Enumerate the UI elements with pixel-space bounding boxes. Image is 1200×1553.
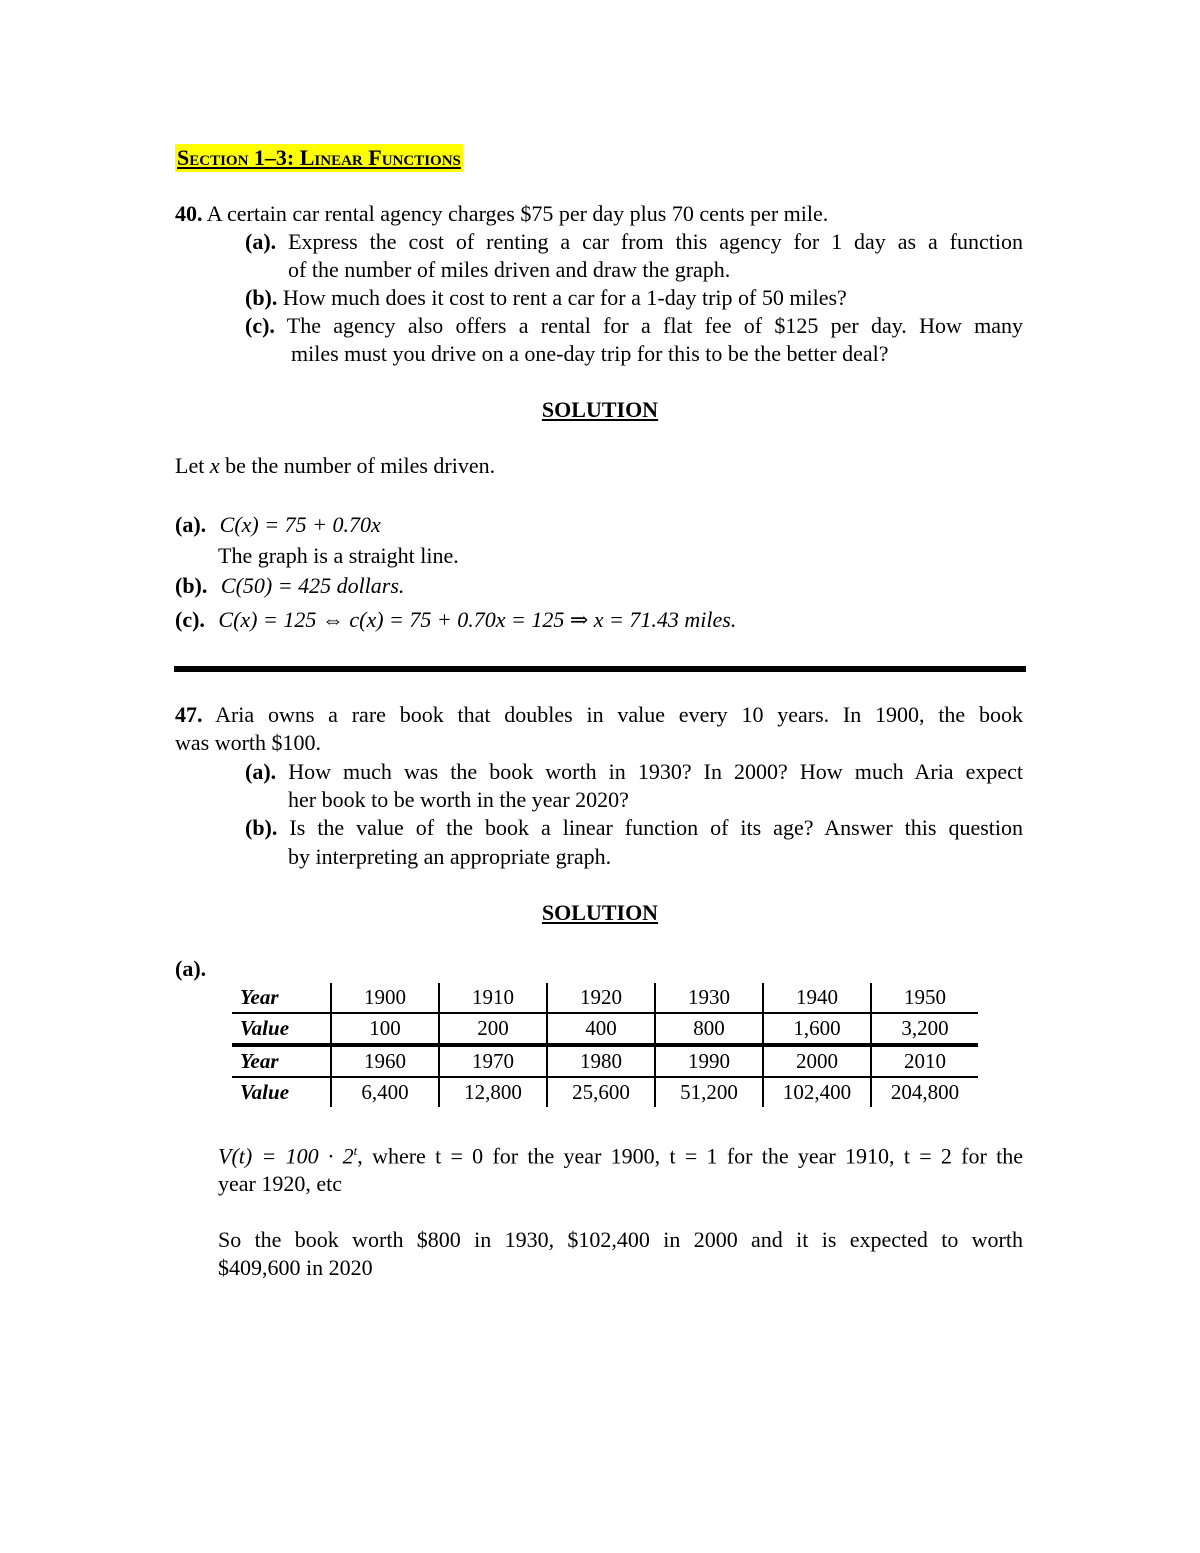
- part-text: Express the cost of renting a car from this agency for 1 day as a function: [288, 229, 1023, 254]
- part-label: (b).: [245, 285, 278, 310]
- problem-47-stem-cont: was worth $100.: [175, 730, 322, 755]
- equation: C(50) = 425 dollars.: [220, 573, 405, 598]
- conclusion: So the book worth $800 in 1930, $102,400 in 2000 and it is expected to worth: [218, 1227, 1023, 1252]
- solution-heading: SOLUTION: [541, 397, 659, 422]
- table-cell: 25,600: [547, 1077, 655, 1107]
- solution-b: [175, 572, 404, 600]
- part-text: How much does it cost to rent a car for a 1-day trip of 50 miles?: [282, 285, 847, 310]
- part-b: [245, 284, 847, 312]
- table-cell: 1,600: [763, 1013, 871, 1045]
- let-text: Let: [175, 453, 205, 478]
- part-text: Is the value of the book a linear function of its age? Answer this question: [289, 815, 1024, 840]
- table-cell: 2000: [763, 1045, 871, 1077]
- table-cell: 3,200: [871, 1013, 978, 1045]
- table-cell: 1970: [439, 1045, 547, 1077]
- part-c-cont: miles must you drive on a one-day trip for this to be the better deal?: [291, 341, 889, 366]
- formula-description: , where t = 0 for the year 1900, t = 1 for the year 1910, t = 2 for the: [357, 1143, 1023, 1169]
- part-label: (a).: [245, 229, 277, 254]
- table-cell: 12,800: [439, 1077, 547, 1107]
- solution-heading: SOLUTION: [541, 900, 659, 925]
- problem-stem: Aria owns a rare book that doubles in value every 10 years. In 1900, the book: [215, 702, 1023, 727]
- let-statement: [175, 452, 495, 480]
- table-cell: 2010: [871, 1045, 978, 1077]
- table-cell: 400: [547, 1013, 655, 1045]
- formula-exponent: t: [353, 1143, 358, 1158]
- variable: x: [209, 453, 220, 478]
- table-cell: 1960: [331, 1045, 439, 1077]
- let-text-rest: be the number of miles driven.: [225, 453, 496, 478]
- formula-line: [218, 1137, 1023, 1170]
- table-row: [232, 1077, 978, 1107]
- part-a-cont: her book to be worth in the year 2020?: [288, 787, 629, 812]
- part-b-cont: by interpreting an appropriate graph.: [288, 844, 612, 869]
- part-c: [245, 312, 1023, 340]
- part-label: (c).: [245, 313, 275, 338]
- table-row: [232, 1045, 978, 1077]
- table-cell: 1900: [331, 983, 439, 1013]
- part-b: [245, 814, 1023, 842]
- equation: C(x) = 125 ⇔ c(x) = 75 + 0.70x = 125 ⇒ x = 71.43 miles.: [218, 607, 737, 632]
- year-header: Year: [232, 983, 331, 1013]
- formula-line-cont: year 1920, etc: [218, 1171, 342, 1196]
- solution-c: [175, 606, 736, 634]
- part-label: (b).: [245, 815, 278, 840]
- table-cell: 1910: [439, 983, 547, 1013]
- problem-stem: A certain car rental agency charges $75 per day plus 70 cents per mile.: [206, 201, 829, 226]
- solution-a-note: The graph is a straight line.: [218, 543, 459, 568]
- table-row: [232, 1013, 978, 1045]
- problem-47-stem: [175, 701, 1023, 729]
- conclusion-cont: $409,600 in 2020: [218, 1255, 373, 1280]
- table-cell: 1980: [547, 1045, 655, 1077]
- solution-a-label: (a).: [175, 956, 207, 981]
- part-a: [245, 228, 1023, 256]
- part-label: (b).: [175, 573, 208, 598]
- solution-a: [175, 511, 381, 539]
- section-title: Section 1–3: Linear Functions: [177, 145, 461, 170]
- table-cell: 200: [439, 1013, 547, 1045]
- problem-number: 40.: [175, 201, 203, 226]
- problem-number: 47.: [175, 702, 203, 727]
- part-label: (a).: [245, 759, 277, 784]
- part-a-cont: of the number of miles driven and draw the graph.: [288, 257, 731, 282]
- part-text: The agency also offers a rental for a flat fee of $125 per day. How many: [286, 313, 1023, 338]
- value-table: [232, 983, 978, 1107]
- section-divider: [174, 666, 1026, 672]
- table-cell: 100: [331, 1013, 439, 1045]
- year-header: Year: [232, 1045, 331, 1077]
- table-cell: 102,400: [763, 1077, 871, 1107]
- table-cell: 1920: [547, 983, 655, 1013]
- problem-40-stem: [175, 200, 828, 228]
- table-cell: 1990: [655, 1045, 763, 1077]
- table-cell: 1940: [763, 983, 871, 1013]
- part-a: [245, 758, 1023, 786]
- part-text: How much was the book worth in 1930? In 2000? How much Aria expect: [288, 759, 1023, 784]
- equation: C(x) = 75 + 0.70x: [219, 512, 381, 537]
- table-cell: 1950: [871, 983, 978, 1013]
- table-cell: 6,400: [331, 1077, 439, 1107]
- table-cell: 1930: [655, 983, 763, 1013]
- value-header: Value: [240, 1080, 290, 1104]
- table-cell: 51,200: [655, 1077, 763, 1107]
- part-label: (a).: [175, 512, 207, 537]
- table-row: [232, 983, 978, 1013]
- part-label: (c).: [175, 607, 205, 632]
- table-cell: 204,800: [871, 1077, 978, 1107]
- table-cell: 800: [655, 1013, 763, 1045]
- value-header: Value: [232, 1013, 331, 1045]
- formula: V(t) = 100 · 2: [218, 1143, 354, 1169]
